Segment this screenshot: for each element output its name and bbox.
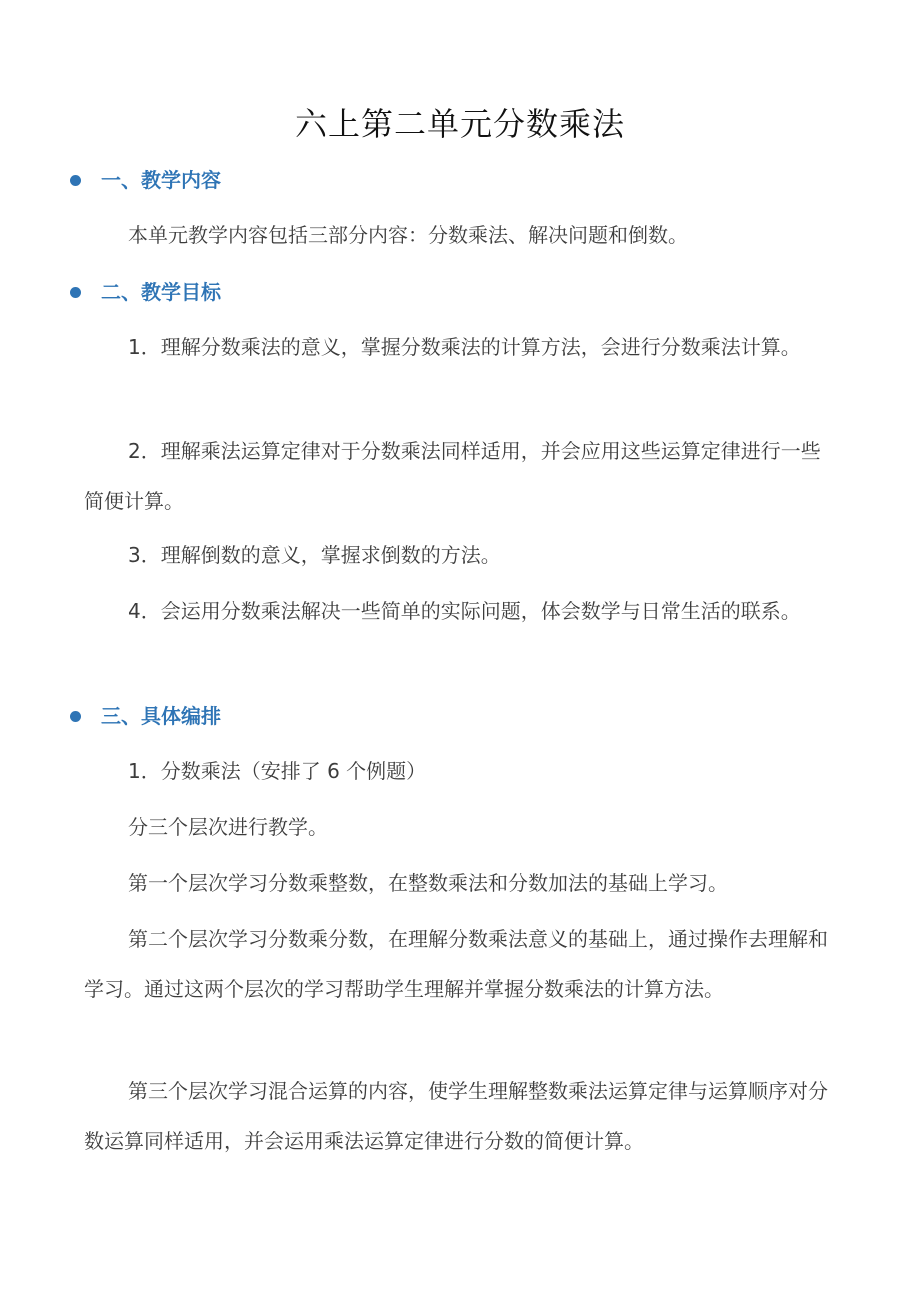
paragraph: 1．理解分数乘法的意义，掌握分数乘法的计算方法，会进行分数乘法计算。 [128, 335, 801, 359]
paragraph: 分三个层次进行教学。 [128, 815, 328, 839]
document-title: 六上第二单元分数乘法 [294, 105, 625, 143]
paragraph: 2．理解乘法运算定律对于分数乘法同样适用，并会应用这些运算定律进行一些简便计算。 [84, 439, 821, 513]
section-heading-teaching-goals [70, 277, 221, 307]
paragraph: 本单元教学内容包括三部分内容：分数乘法、解决问题和倒数。 [128, 223, 688, 247]
section-heading-label: 三、具体编排 [101, 704, 221, 728]
paragraph: 4．会运用分数乘法解决一些简单的实际问题，体会数学与日常生活的联系。 [128, 599, 801, 623]
paragraph: 3．理解倒数的意义，掌握求倒数的方法。 [128, 543, 501, 567]
bullet-icon [70, 287, 81, 298]
section-heading-teaching-content [70, 165, 221, 195]
bullet-icon [70, 175, 81, 186]
section-heading-label: 二、教学目标 [101, 280, 221, 304]
bullet-icon [70, 711, 81, 722]
paragraph: 1．分数乘法（安排了 6 个例题） [128, 759, 427, 783]
paragraph: 第二个层次学习分数乘分数，在理解分数乘法意义的基础上，通过操作去理解和学习。通过这两个层次的学习帮助学生理解并掌握分数乘法的计算方法。 [84, 927, 828, 1001]
section-heading-label: 一、教学内容 [101, 168, 221, 192]
paragraph: 第三个层次学习混合运算的内容，使学生理解整数乘法运算定律与运算顺序对分数运算同样适用，并会运用乘法运算定律进行分数的简便计算。 [84, 1079, 828, 1153]
paragraph: 第一个层次学习分数乘整数，在整数乘法和分数加法的基础上学习。 [128, 871, 728, 895]
section-heading-arrangement [70, 701, 221, 731]
